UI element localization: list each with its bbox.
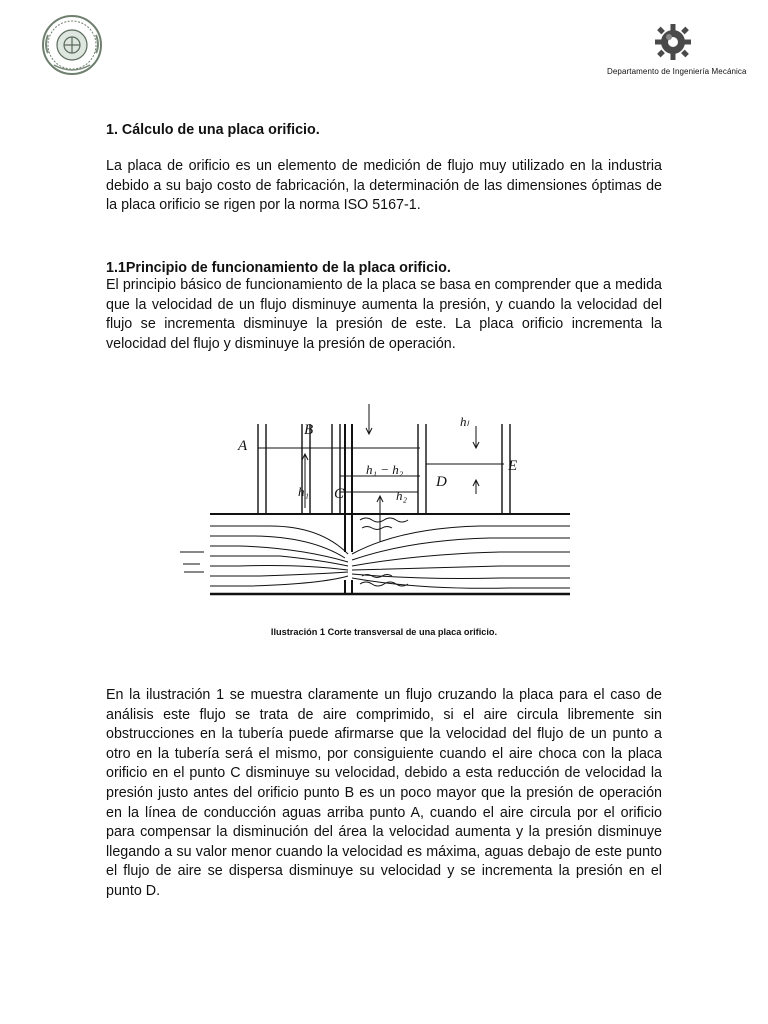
department-name: Departamento de Ingeniería Mecánica [607, 67, 747, 76]
subsection-title: 1.1Principio de funcionamiento de la placa orificio. [106, 260, 451, 276]
label-point-a: A [238, 438, 248, 454]
gear-icon [650, 22, 696, 62]
label-point-c: C [334, 486, 345, 502]
section-title: 1. Cálculo de una placa orificio. [106, 122, 320, 138]
label-point-b: B [304, 422, 314, 438]
analysis-paragraph: En la ilustración 1 se muestra claramente un flujo cruzando la placa para el caso de análisis este flujo se trata de aire comprimido, si el aire circula libremente sin obstrucciones en la tubería puede afirmarse que la velocidad del flujo de un punto a otro en la tubería será el mismo, por consiguiente cuando el aire choca con la placa orificio en el punto C disminuye su velocidad, debido a esta reducción de velocidad la presión justo antes del orificio punto B es un poco mayor que la presión de operación en la línea de conducción aguas arriba punto A, cuando el aire circula por el orificio para compensar la disminución del área la velocidad aumenta y la presión disminuye llegando a su valor menor cuando la velocidad es máxima, aguas debajo de este punto el flujo de aire se dispersa disminuye su velocidad y se incrementa la presión en el punto D. [106, 687, 662, 899]
subsection-paragraph: El principio básico de funcionamiento de la placa se basa en comprender que a medida que la velocidad de un flujo disminuye aumenta la presión, y cuando la velocidad del flujo se incrementa disminuye la presión de este. La placa orificio incrementa la velocidad del flujo y disminuye la presión de operación. [106, 277, 662, 352]
label-point-d: D [436, 474, 447, 490]
section-paragraph: La placa de orificio es un elemento de medición de flujo muy utilizado en la industria debido a su bajo costo de fabricación, la determinación de las dimensiones óptimas de la placa orificio se rigen por la norma ISO 5167-1. [106, 158, 662, 214]
label-h1-minus-h2: h₁ − h₂ [366, 462, 404, 477]
figure-caption: Ilustración 1 Corte transversal de una placa orificio. [270, 627, 498, 637]
label-point-e: E [508, 458, 518, 474]
university-seal-logo [40, 13, 104, 77]
orifice-plate-diagram [180, 404, 590, 602]
label-hl: hₗ [460, 414, 469, 429]
label-h2: h₂ [396, 488, 408, 503]
label-h1: h₁ [298, 484, 310, 499]
